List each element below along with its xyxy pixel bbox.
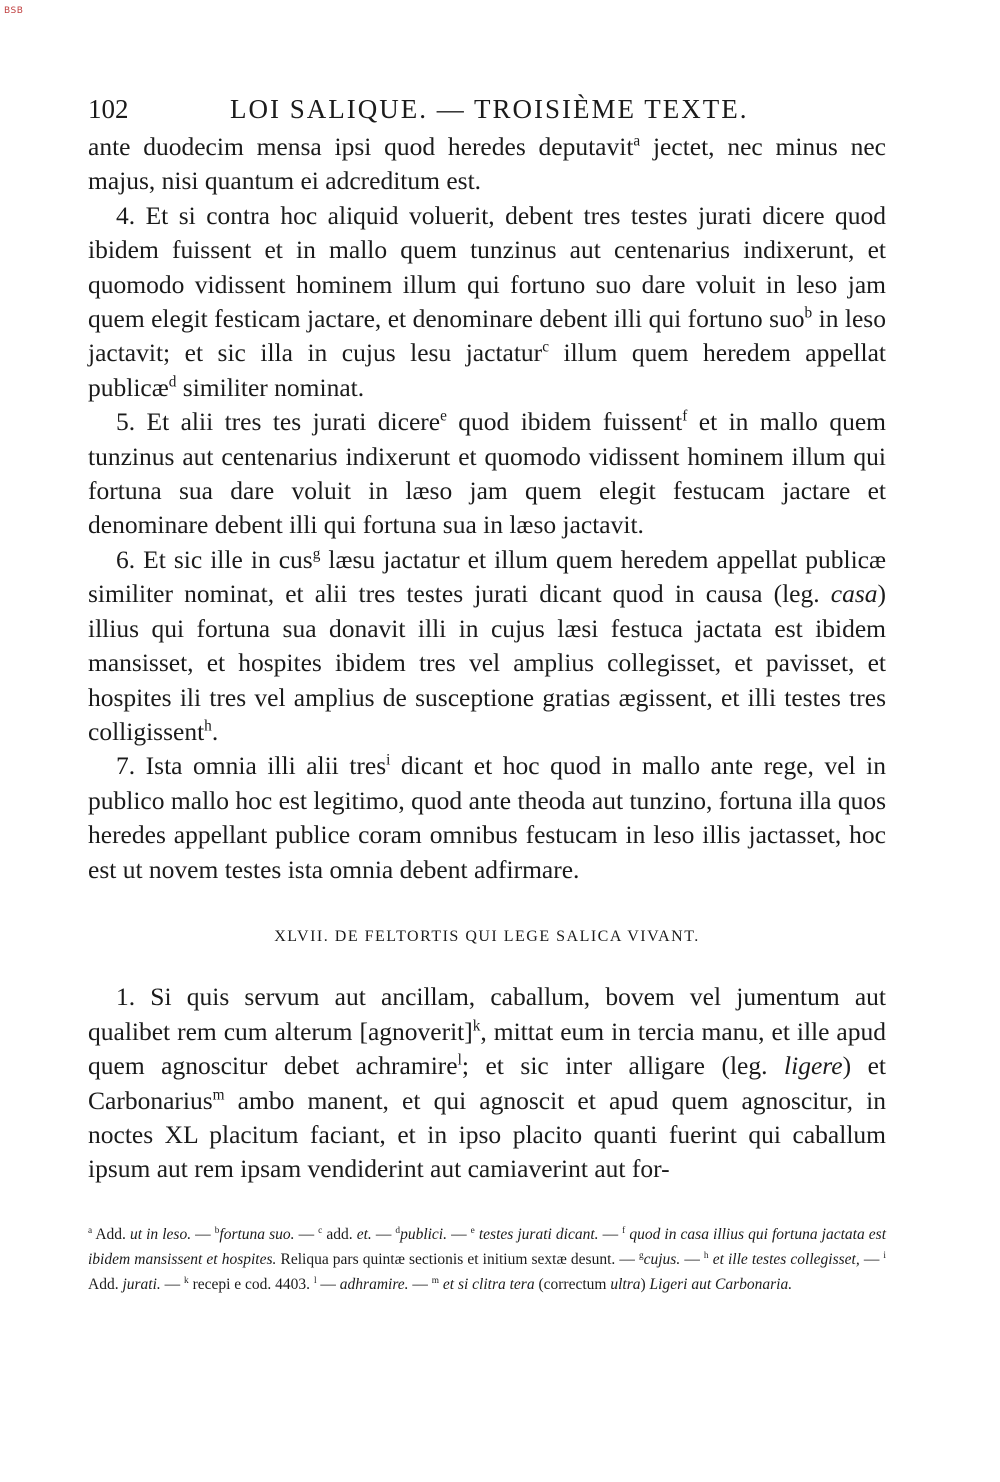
page <box>88 86 886 1187</box>
paragraph-5: 5. Et alii tres tes jurati dicere$^e$ quod ibidem fuissent$^f$ et in mallo quem tunzinus aut centenarius indixerunt et quomodo vidissent hominem illum qui fortuna sua dare voluit in læso jam quem elegit festucam jactare et denominare debent illi qui fortuna sua in læso jactavit. <box>88 407 886 540</box>
library-stamp: BSB <box>4 6 24 16</box>
paragraph-6: 6. Et sic ille in cus$^g$ læsu jactatur et illum quem heredem appellat publicæ similiter nominat, et alii tres testes jurati dicant quod in causa (leg. casa) illius qui fortuna sua donavit illi in cujus læsi festuca jactata est ibidem mansisset, et hospites ibidem tres vel amplius collegisset, et pavisset, et hospites ili tres vel amplius de susceptione gratias ægissent, et illi testes tres colligissent$^h$. <box>88 544 886 746</box>
footnotes <box>88 1222 886 1297</box>
running-title: LOI SALIQUE. — TROISIÈME TEXTE. <box>230 94 749 124</box>
paragraph-4: 4. Et si contra hoc aliquid voluerit, debent tres testes jurati dicere quod ibidem fuissent et in mallo quem tunzinus aut centenarius indixerunt, et quomodo vidissent hominem illum qui fortuno suo dare voluit in leso jam quem elegit festicam jactare, et denominare debent illi qui fortuno suo$^b$ in leso jactavit; et sic illa in cujus lesu jactatur$^c$ illum quem heredem appellat publicæ$^d$ similiter nominat. <box>88 200 886 402</box>
section-title: XLVII. DE FELTORTIS QUI LEGE SALICA VIVANT. <box>274 927 700 945</box>
main-text <box>88 130 886 1187</box>
paragraph-7: 7. Ista omnia illi alii tres$^i$ dicant et hoc quod in mallo ante rege, vel in publico mallo hoc est legitimo, quod ante theoda aut tunzino, fortuna illa quos heredes appellant publice coram omnibus festucam in leso illis jactasset, hoc est ut novem testes ista omnia debent adfirmare. <box>88 751 886 884</box>
footnote-block: $^a$ Add. ut in leso. — $^b$fortuna suo. — $^c$ add. et. — $^d$publici. — $^e$ testes jurati dicant. — $^f$ quod in casa illius qui fortuna jactata est ibidem mansissent et hospites. Reliqua pars quintæ sectionis et initium sextæ desunt. — $^g$cujus. — $^h$ et ille testes collegisset, — $^i$ Add. jurati. — $^k$ recepi e cod. 4403. $^l$ — adhramire. — $^m$ et si clitra tera (correctum ultra) Ligeri aut Carbonaria. <box>88 1225 887 1293</box>
page-number: 102 <box>88 94 129 124</box>
page-header <box>88 86 886 130</box>
paragraph-continuation: ante duodecim mensa ipsi quod heredes deputavit$^a$ jectet, nec minus nec majus, nisi quantum ei adcreditum est. <box>88 132 886 196</box>
section-paragraph-1: 1. Si quis servum aut ancillam, caballum, bovem vel jumentum aut qualibet rem cum alterum [agnoverit]$^k$, mittat eum in tercia manu, et ille apud quem agnoscitur debet achramire$^l$; et sic inter alligare (leg. ligere) et Carbonarius$^m$ ambo manent, et qui agnoscit et apud quem agnoscitur, in noctes XL placitum faciant, et in ipso placito quanti fuerint qui caballum ipsum aut rem ipsam vendiderint aut camiaverint aut for- <box>88 982 886 1184</box>
